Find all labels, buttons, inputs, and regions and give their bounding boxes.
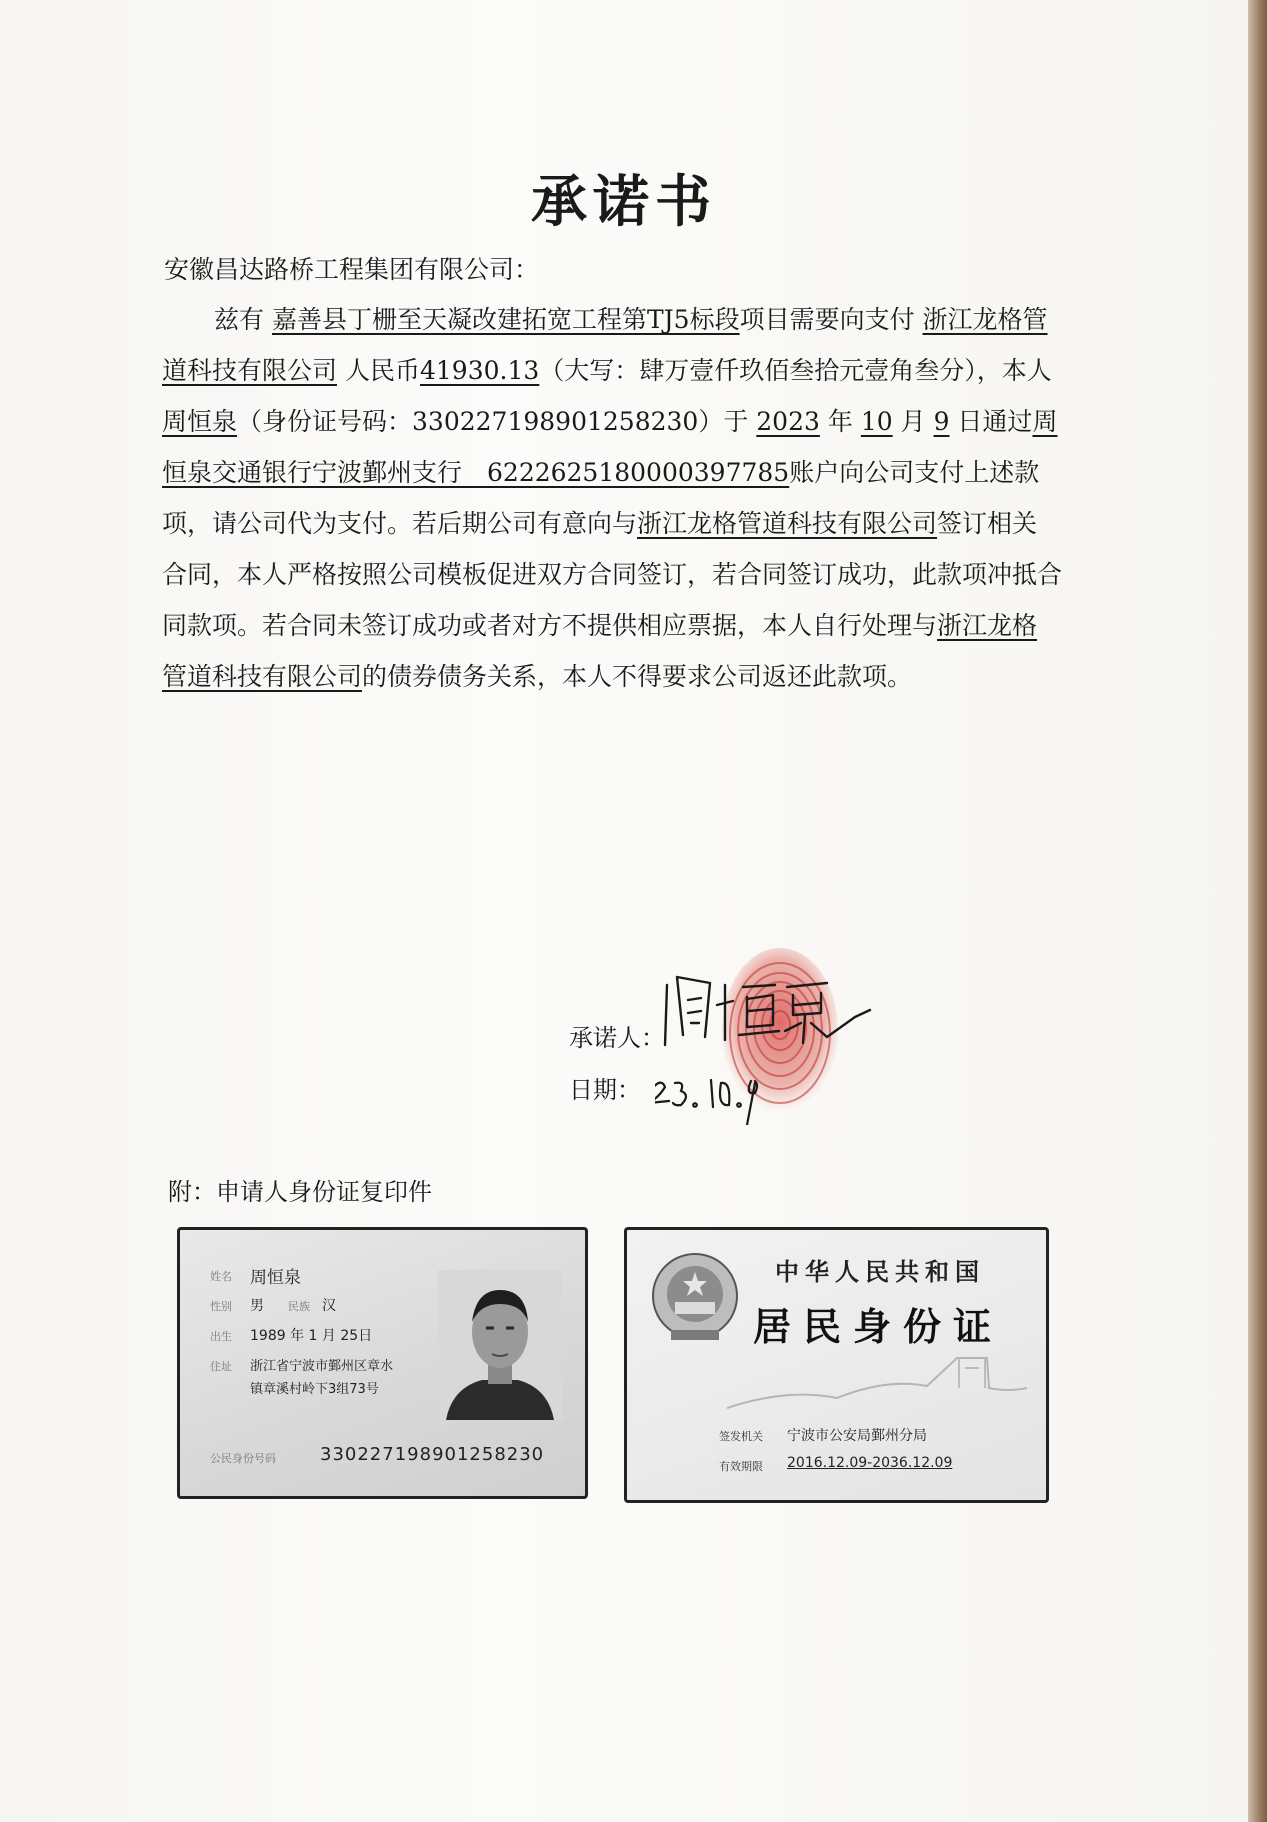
- address-label: 住址: [210, 1360, 232, 1373]
- handwritten-signature: [655, 965, 875, 1125]
- date-label: 日期：: [569, 1076, 641, 1104]
- holder-address-line2: 镇章溪村岭下3组73号: [250, 1382, 379, 1397]
- binder-edge: [1248, 0, 1267, 1822]
- payment-month: 10: [860, 407, 893, 436]
- holder-sex: 男: [250, 1298, 264, 1314]
- ethnicity-label: 民族: [288, 1300, 310, 1313]
- validity-period: 2016.12.09-2036.12.09: [787, 1455, 953, 1471]
- authority-label: 签发机关: [719, 1430, 763, 1443]
- person-name: 周恒泉: [162, 407, 238, 436]
- id-number: 330227198901258230: [320, 1444, 545, 1465]
- holder-address-line1: 浙江省宁波市鄞州区章水: [250, 1359, 394, 1374]
- text-segment: 兹有: [214, 305, 265, 334]
- project-name: 嘉善县丁栅至天凝改建拓宽工程第TJ5标段: [271, 305, 740, 334]
- name-label: 姓名: [210, 1270, 232, 1283]
- birth-label: 出生: [210, 1330, 232, 1343]
- text-segment: 账户向公司支付上述款项，请公司代为支付。若后期公司有意向与: [162, 458, 1040, 538]
- text-segment: 月: [900, 407, 926, 436]
- holder-ethnicity: 汉: [322, 1298, 336, 1314]
- text-segment: 签订相关合同，本人严格按照公司模板促进双方合同签订，若合同签订成功，此款项冲抵合同款项。若合同未签订成功或者对方不提供相应票据，本人自行处理与: [162, 509, 1063, 640]
- amount: 41930.13: [419, 356, 540, 385]
- card-country: 中华人民共和国: [775, 1257, 985, 1286]
- text-segment: 年: [827, 407, 853, 436]
- id-card-front: [177, 1227, 588, 1499]
- text-segment: 人民币: [344, 356, 420, 385]
- sex-label: 性别: [210, 1300, 232, 1313]
- text-segment: （大写：肆万壹仟玖佰叁拾元壹角叁分），本人: [539, 356, 1052, 385]
- payment-year: 2023: [756, 407, 820, 436]
- document-title: 承诺书: [531, 169, 717, 235]
- holder-birthdate: 1989 年 1 月 25日: [250, 1328, 373, 1344]
- payee-company: 浙江龙格管道科技有限公司: [162, 611, 1038, 691]
- id-card-back: [624, 1227, 1049, 1503]
- id-number-label: 公民身份号码: [210, 1452, 276, 1465]
- holder-name: 周恒泉: [250, 1268, 301, 1288]
- commitment-paragraph: [162, 294, 1062, 702]
- text-segment: 日通过: [957, 407, 1033, 436]
- commitment-body: [162, 294, 1062, 702]
- holder-photo: [438, 1270, 562, 1420]
- bank-account: 周恒泉交通银行宁波鄞州支行 6222625180000397785: [162, 407, 1058, 487]
- text-segment: （身份证号码：330227198901258230）于: [237, 407, 749, 436]
- payment-day: 9: [933, 407, 950, 436]
- validity-label: 有效期限: [719, 1460, 763, 1473]
- issuing-authority: 宁波市公安局鄞州分局: [787, 1428, 927, 1444]
- text-segment: 的债券债务关系，本人不得要求公司返还此款项。: [362, 662, 913, 691]
- great-wall-watermark: [727, 1348, 1027, 1418]
- addressee: 安徽昌达路桥工程集团有限公司：: [164, 255, 540, 284]
- text-segment: 项目需要向支付: [739, 305, 915, 334]
- signer-label: 承诺人：: [569, 1024, 665, 1052]
- payee-company: 浙江龙格管道科技有限公司: [162, 305, 1048, 385]
- card-title: 居民身份证: [753, 1304, 1004, 1349]
- payee-company: 浙江龙格管道科技有限公司: [637, 509, 938, 538]
- national-emblem-icon: [649, 1250, 741, 1346]
- attachment-label: 附：申请人身份证复印件: [168, 1178, 432, 1206]
